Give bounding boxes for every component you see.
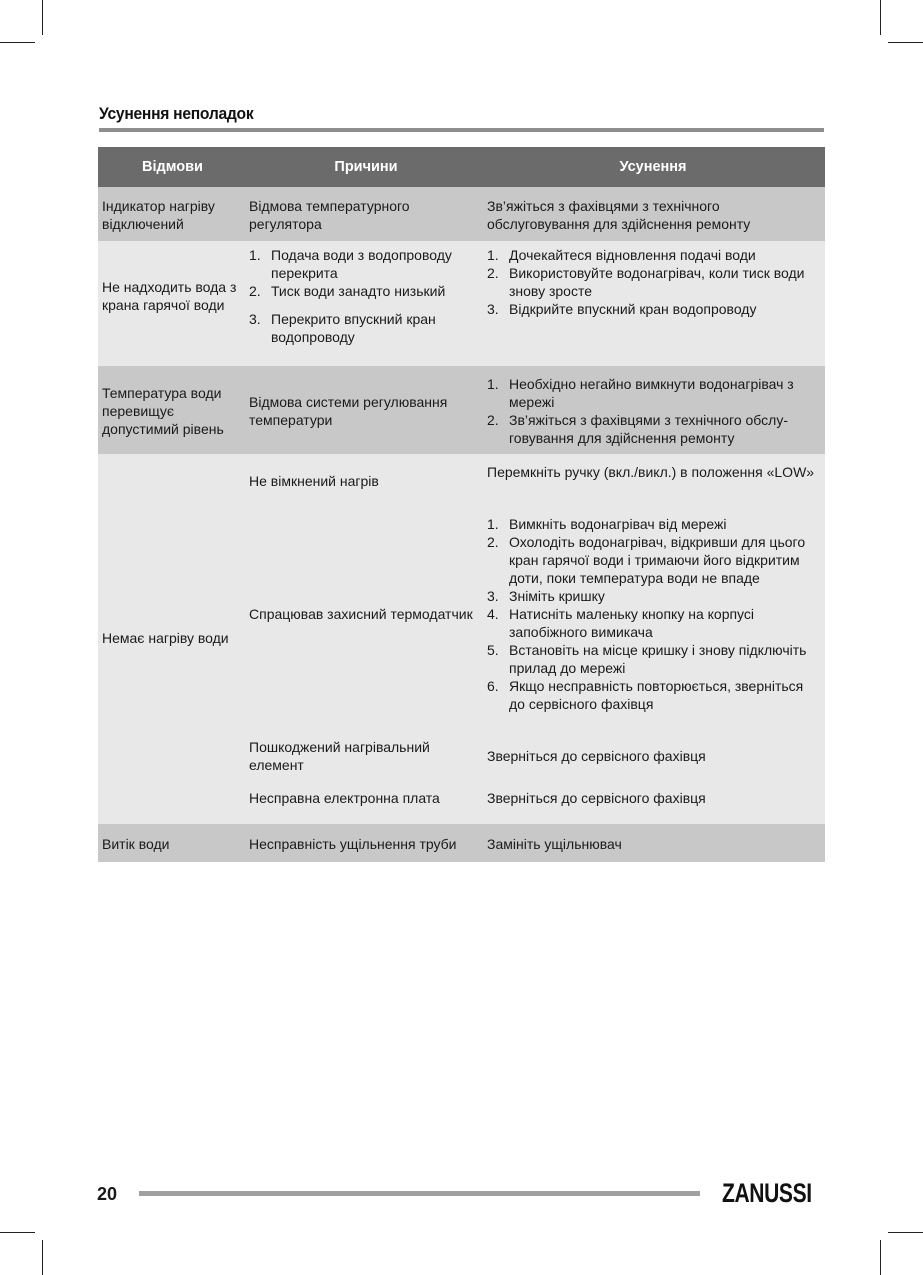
cause-cell: Пошкоджений нагрівальний елемент [249, 739, 430, 773]
list-item: 1. Вимкніть водонагрівач від мережі [487, 516, 727, 532]
sub-row [243, 783, 825, 824]
list-item: 1. Подача води з водопроводу перекрита [249, 247, 452, 281]
cause-cell: Відмова температурного регулятора [249, 198, 410, 232]
list-item: 1. Дочекайтеся відновлення подачі води [487, 247, 756, 263]
list-item: 4. Натисніть маленьку кнопку на корпусі запобіжного вимикача [487, 606, 755, 640]
cause-cell [243, 241, 483, 366]
cause-cell: Спрацював захисний термодатчик [249, 606, 473, 622]
header-causes: Причини [334, 159, 398, 175]
crop-mark [888, 42, 923, 43]
fault-cell: Температура води перевищує допустимий рівень [102, 385, 224, 437]
crop-mark [880, 1240, 881, 1275]
crop-mark [880, 0, 881, 35]
section-title: Усунення неполадок [99, 104, 254, 123]
list-item: 2. Охолодіть водонагрівач, відкривши для цього кран гарячої води і тримаючи його відкритим доти, поки температура води не впаде [487, 534, 806, 586]
fault-cell: Немає нагріву води [102, 630, 229, 646]
remedy-cell [483, 366, 825, 454]
crop-mark [42, 0, 43, 35]
list-item: 3. Перекрито впускний кран водопроводу [249, 311, 436, 345]
cause-cell: Несправність ущільнення труби [249, 836, 457, 852]
list-item: 6. Якщо несправність повторюється, зверніться до сервісного фахівця [487, 678, 804, 712]
list-item: 3. Зніміть кришку [487, 588, 605, 604]
table-row [98, 824, 825, 862]
remedy-cell: Зверніться до сервісного фахівця [487, 790, 706, 806]
page-number: 20 [97, 1184, 118, 1204]
remedy-cell [483, 241, 825, 366]
header-remedies: Усунення [619, 159, 687, 175]
list-item: 2. Тиск води занадто низький [249, 283, 446, 299]
crop-mark [0, 42, 35, 43]
remedy-cell: Зверніться до сервісного фахівця [487, 748, 706, 764]
title-rule [99, 128, 824, 132]
header-faults: Відмови [142, 159, 203, 175]
cause-cell: Не вімкнений нагрів [249, 473, 379, 489]
list-item: 3. Відкрийте впускний кран водопроводу [487, 301, 757, 317]
remedy-cell: Перемкніть ручку (вкл./викл.) в положення «LOW» [487, 464, 815, 480]
troubleshooting-table [98, 147, 825, 862]
cause-cell: Відмова системи регулювання температури [249, 394, 448, 428]
table-row [98, 366, 825, 454]
remedy-cell [483, 504, 825, 733]
sub-rows [243, 454, 825, 824]
fault-cell: Витік води [102, 836, 170, 852]
fault-cell: Індикатор нагріву відключений [102, 198, 215, 232]
remedy-cell: Зв’яжіться з фахівцями з технічного обслуговування для здійснення ремонту [487, 198, 751, 232]
sub-row [243, 733, 825, 783]
list-item: 2. Використовуйте водонагрівач, коли тиск води знову зросте [487, 265, 805, 299]
brand-logo: ZANUSSI [722, 1178, 812, 1208]
crop-mark [0, 1232, 35, 1233]
remedy-cell: Замініть ущільнювач [487, 836, 622, 852]
table-header [98, 147, 825, 187]
cause-cell: Несправна електронна плата [249, 790, 440, 806]
list-item: 1. Необхідно негайно вимкнути водонагрівач з мережі [487, 376, 794, 410]
table-row [98, 454, 825, 824]
fault-cell: Не надходить вода з крана гарячої води [102, 279, 237, 313]
sub-row [243, 504, 825, 733]
crop-mark [42, 1240, 43, 1275]
table-row [98, 241, 825, 366]
list-item: 5. Встановіть на місце кришку і знову підключіть прилад до мережі [487, 642, 807, 676]
sub-row [243, 454, 825, 504]
footer-rule [139, 1191, 700, 1196]
table-row [98, 187, 825, 241]
list-item: 2. Зв’яжіться з фахівцями з технічного обслу-говування для здійснення ремонту [487, 412, 788, 446]
crop-mark [888, 1232, 923, 1233]
